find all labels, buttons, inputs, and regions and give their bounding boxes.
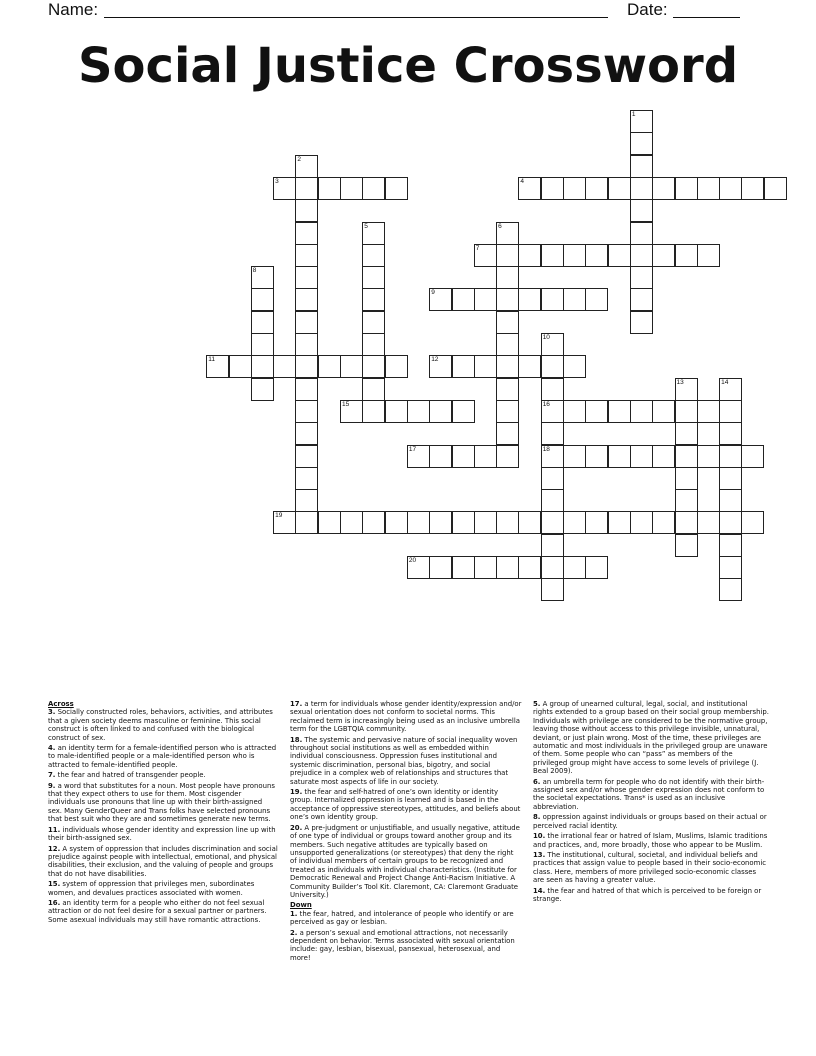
clue-item-text: the fear, hatred, and intolerance of people who identify or are perceived as gay or lesbian. <box>290 909 514 927</box>
clue-number: 10 <box>542 334 550 341</box>
clue-number: 15 <box>342 400 350 408</box>
grid-cell[interactable] <box>675 489 698 512</box>
clue-item-text: an umbrella term for people who do not identify with their birth-assigned sex and/or whose gender expression does not conform to the societal expectations. Trans* is used as an inclusive abbreviation. <box>533 777 765 811</box>
clue-item-number: 16. <box>48 898 61 907</box>
clue-section-heading: Down <box>290 901 312 910</box>
grid-cell[interactable] <box>496 266 519 289</box>
grid-cell[interactable] <box>675 534 698 557</box>
grid-cell[interactable] <box>563 556 586 579</box>
clue-item <box>48 782 278 824</box>
clue-item-text: the irrational fear or hatred of Islam, Muslims, Islamic traditions and practices, and, more broadly, those who appear to be Muslim. <box>533 832 768 849</box>
grid-cell[interactable] <box>362 378 385 401</box>
clue-item-text: A system of oppression that includes discrimination and social prejudice against people with intellectual, emotional, and physical disabilities, their exclusion, and the valuing of people and groups that do not have disabilities. <box>48 844 278 878</box>
grid-cell[interactable] <box>496 378 519 401</box>
grid-cell[interactable] <box>318 511 341 534</box>
grid-cell[interactable] <box>318 355 341 378</box>
grid-cell[interactable] <box>518 556 541 579</box>
clues-column-2 <box>290 700 522 964</box>
clue-item <box>290 824 522 900</box>
grid-cell[interactable] <box>518 288 541 311</box>
grid-cell[interactable] <box>295 511 318 534</box>
grid-cell[interactable] <box>697 445 720 468</box>
grid-cell[interactable] <box>608 445 631 468</box>
clue-item <box>533 813 769 830</box>
grid-cell[interactable] <box>719 422 742 445</box>
grid-cell[interactable] <box>652 244 675 267</box>
clue-item-number: 10. <box>533 832 546 841</box>
clue-number: 7 <box>475 244 480 252</box>
grid-cell[interactable] <box>563 355 586 378</box>
clue-item <box>533 700 769 776</box>
grid-cell[interactable] <box>251 355 274 378</box>
clue-item-number: 12. <box>48 844 61 853</box>
grid-cell[interactable] <box>630 400 653 423</box>
grid-cell[interactable] <box>541 467 564 490</box>
grid-cell[interactable] <box>295 489 318 512</box>
clue-item-text: Socially constructed roles, behaviors, activities, and attributes that a given society deems masculine or feminine. This social construct is often linked to and confused with the biological construct of sex. <box>48 708 273 742</box>
grid-cell[interactable] <box>608 511 631 534</box>
grid-cell[interactable] <box>452 400 475 423</box>
grid-cell[interactable] <box>630 244 653 267</box>
grid-cell[interactable] <box>496 511 519 534</box>
clue-item-number: 6. <box>533 777 541 786</box>
grid-cell[interactable] <box>541 422 564 445</box>
grid-cell[interactable] <box>541 489 564 512</box>
grid-cell[interactable] <box>295 177 318 200</box>
grid-cell[interactable] <box>741 177 764 200</box>
grid-cell[interactable] <box>295 355 318 378</box>
clue-number: 18 <box>542 445 550 453</box>
clue-item-text: an identity term for a female-identified person who is attracted to male-identified people or a male-identified person who is attracted to female-identified people. <box>48 744 277 769</box>
grid-cell[interactable] <box>385 177 408 200</box>
clue-item <box>290 910 522 927</box>
grid-cell[interactable] <box>630 132 653 155</box>
clue-item-number: 1. <box>290 909 298 918</box>
clues-column-3 <box>533 700 769 905</box>
grid-cell[interactable] <box>295 422 318 445</box>
grid-cell[interactable] <box>585 511 608 534</box>
clue-item <box>290 736 522 786</box>
clue-number: 16 <box>542 400 550 408</box>
grid-cell[interactable] <box>719 578 742 601</box>
grid-cell[interactable] <box>719 556 742 579</box>
grid-cell[interactable] <box>652 511 675 534</box>
clue-item-number: 19. <box>290 788 303 797</box>
grid-cell[interactable] <box>719 511 742 534</box>
grid-cell[interactable] <box>295 311 318 334</box>
grid-cell[interactable] <box>385 400 408 423</box>
grid-cell[interactable] <box>295 467 318 490</box>
grid-cell[interactable] <box>541 511 564 534</box>
grid-cell[interactable] <box>541 244 564 267</box>
clue-item-number: 5. <box>533 700 541 708</box>
grid-cell[interactable] <box>452 445 475 468</box>
grid-cell[interactable] <box>741 445 764 468</box>
grid-cell[interactable] <box>518 511 541 534</box>
grid-cell[interactable] <box>652 400 675 423</box>
grid-cell[interactable] <box>608 244 631 267</box>
grid-cell[interactable] <box>563 177 586 200</box>
grid-cell[interactable] <box>630 445 653 468</box>
clue-number: 19 <box>275 512 283 520</box>
grid-cell[interactable] <box>585 445 608 468</box>
grid-cell[interactable] <box>295 288 318 311</box>
clue-item-text: a word that substitutes for a noun. Most people have pronouns that they expect others to use for them. Most cisgender individuals use pronouns that line up with their birth-assigned sex. Many GenderQueer and Trans folks have selected pronouns that best suit who they are and sometimes generate new terms. <box>48 781 275 824</box>
grid-cell[interactable] <box>630 222 653 245</box>
grid-cell[interactable] <box>541 578 564 601</box>
clue-item-text: individuals whose gender identity and expression line up with their birth-assigned sex. <box>48 825 276 843</box>
clue-number: 3 <box>275 177 279 185</box>
grid-cell[interactable] <box>719 400 742 423</box>
grid-cell[interactable] <box>563 244 586 267</box>
grid-cell[interactable] <box>563 288 586 311</box>
clue-item-text: A group of unearned cultural, legal, social, and institutional rights extended to a group based on their social group membership. Individuals with privilege are considered to be the normative group, leaving those without access to this privilege invisible, unnatural, deviant, or just plain wrong. Most of the time, these privileges are automatic and most individuals in the privileged group are unaware of them. Some people who can “pass” as members of the privileged group might have access to some levels of privilege (J. Beal 2009). <box>533 700 769 776</box>
grid-cell[interactable] <box>496 445 519 468</box>
clue-number: 4 <box>520 177 525 185</box>
grid-cell[interactable] <box>429 511 452 534</box>
grid-cell[interactable] <box>496 244 519 267</box>
clue-number: 17 <box>408 445 417 453</box>
grid-cell[interactable] <box>764 177 787 200</box>
clue-item-text: system of oppression that privileges men, subordinates women, and devalues practices associated with women. <box>48 880 255 897</box>
grid-cell[interactable] <box>295 400 318 423</box>
clue-number: 13 <box>676 378 684 386</box>
clue-item <box>48 845 278 879</box>
grid-cell[interactable] <box>362 311 385 334</box>
grid-cell[interactable] <box>362 355 385 378</box>
grid-cell[interactable] <box>585 400 608 423</box>
clue-item-number: 4. <box>48 744 56 753</box>
date-label: Date: <box>627 0 668 19</box>
clue-item-number: 2. <box>290 928 298 937</box>
grid-cell[interactable] <box>496 556 519 579</box>
clue-item <box>533 778 769 812</box>
grid-cell[interactable] <box>340 177 363 200</box>
grid-cell[interactable] <box>697 400 720 423</box>
grid-cell[interactable] <box>675 511 698 534</box>
grid-cell[interactable] <box>452 556 475 579</box>
grid-cell[interactable] <box>295 445 318 468</box>
clue-number: 5 <box>364 222 368 230</box>
grid-cell[interactable] <box>340 355 363 378</box>
grid-cell[interactable] <box>675 244 698 267</box>
grid-cell[interactable] <box>362 266 385 289</box>
clue-number: 1 <box>631 111 636 118</box>
grid-cell[interactable] <box>295 266 318 289</box>
clue-item <box>533 832 769 849</box>
clue-item-text: an identity term for a people who either do not feel sexual attraction or do not feel desire for a sexual partner or partners. Some asexual individuals may still have romantic attractions. <box>48 898 267 924</box>
grid-cell[interactable] <box>474 511 497 534</box>
grid-cell[interactable] <box>385 355 408 378</box>
grid-cell[interactable] <box>474 355 497 378</box>
clue-item <box>533 851 769 885</box>
grid-cell[interactable] <box>229 355 252 378</box>
clue-item-number: 20. <box>290 823 303 832</box>
clue-item-text: the fear and hatred of that which is perceived to be foreign or strange. <box>533 886 762 903</box>
grid-cell[interactable] <box>452 355 475 378</box>
grid-cell[interactable] <box>630 177 653 200</box>
grid-cell[interactable] <box>295 199 318 222</box>
clue-item-number: 9. <box>48 781 56 790</box>
grid-cell[interactable] <box>251 333 274 356</box>
clue-item <box>48 880 278 897</box>
clue-item <box>48 771 278 779</box>
grid-cell[interactable] <box>675 400 698 423</box>
clue-section-heading: Across <box>48 700 74 708</box>
clue-item <box>48 708 278 742</box>
grid-cell[interactable] <box>295 222 318 245</box>
grid-cell[interactable] <box>295 244 318 267</box>
grid-cell[interactable] <box>295 333 318 356</box>
grid-cell[interactable] <box>585 177 608 200</box>
grid-cell[interactable] <box>585 556 608 579</box>
clue-item <box>290 788 522 822</box>
grid-cell[interactable] <box>474 556 497 579</box>
grid-cell[interactable] <box>362 400 385 423</box>
clue-item-number: 18. <box>290 735 303 744</box>
clue-item-text: a term for individuals whose gender identity/expression and/or sexual orientation does not conform to societal norms. This reclaimed term is increasingly being used as an inclusive umbrella term for the LGBTQIA community. <box>290 700 522 734</box>
grid-cell[interactable] <box>362 288 385 311</box>
grid-cell[interactable] <box>362 177 385 200</box>
clue-item-text: oppression against individuals or groups based on their actual or perceived racial identity. <box>533 813 767 830</box>
grid-cell[interactable] <box>318 177 341 200</box>
grid-cell[interactable] <box>295 378 318 401</box>
grid-cell[interactable] <box>407 400 430 423</box>
grid-cell[interactable] <box>563 511 586 534</box>
grid-cell[interactable] <box>518 355 541 378</box>
clue-item-number: 15. <box>48 880 61 889</box>
grid-cell[interactable] <box>630 155 653 178</box>
clue-item-number: 17. <box>290 700 303 708</box>
clue-item-number: 7. <box>48 771 56 780</box>
grid-cell[interactable] <box>541 177 564 200</box>
clue-number: 8 <box>252 267 257 275</box>
grid-cell[interactable] <box>719 534 742 557</box>
grid-cell[interactable] <box>541 378 564 401</box>
page-title: Social Justice Crossword <box>77 38 739 94</box>
clue-item <box>48 826 278 843</box>
clue-item-text: The institutional, cultural, societal, and individual beliefs and practices that assign value to people based in their socio-economic class. Here, members of more privileged socio-economic classes are seen as having a greater value. <box>533 850 767 885</box>
clue-item-number: 14. <box>533 886 546 895</box>
grid-cell[interactable] <box>496 311 519 334</box>
grid-cell[interactable] <box>251 288 274 311</box>
grid-cell[interactable] <box>541 355 564 378</box>
grid-cell[interactable] <box>385 511 408 534</box>
grid-cell[interactable] <box>719 445 742 468</box>
grid-cell[interactable] <box>407 511 430 534</box>
grid-cell[interactable] <box>452 511 475 534</box>
grid-cell[interactable] <box>340 511 363 534</box>
grid-cell[interactable] <box>496 333 519 356</box>
grid-cell[interactable] <box>630 266 653 289</box>
grid-cell[interactable] <box>496 355 519 378</box>
clue-number: 6 <box>498 222 502 230</box>
clue-item-text: the fear and hatred of transgender people. <box>57 771 206 780</box>
grid-cell[interactable] <box>563 400 586 423</box>
grid-cell[interactable] <box>741 511 764 534</box>
clue-number: 11 <box>208 356 215 364</box>
grid-cell[interactable] <box>429 556 452 579</box>
clue-item <box>290 929 522 963</box>
grid-cell[interactable] <box>652 445 675 468</box>
grid-cell[interactable] <box>518 244 541 267</box>
grid-cell[interactable] <box>675 445 698 468</box>
grid-cell[interactable] <box>429 445 452 468</box>
grid-cell[interactable] <box>541 556 564 579</box>
grid-cell[interactable] <box>362 511 385 534</box>
clue-item-text: A pre-judgment or unjustifiable, and usually negative, attitude of one type of individual or groups toward another group and its members. Such negative attitudes are typically based on unsupported generalizations (or stereotypes) that deny the right of individual members of certain groups to be recognized and treated as individuals with individual characteristics. (Institute for Democratic Renewal and Project Change Anti-Racism Initiative. A Community Builder’s Tool Kit. Claremont, CA: Claremont Graduate University.) <box>290 823 520 899</box>
grid-cell[interactable] <box>630 511 653 534</box>
grid-cell[interactable] <box>719 177 742 200</box>
grid-cell[interactable] <box>675 422 698 445</box>
grid-cell[interactable] <box>697 244 720 267</box>
grid-cell[interactable] <box>675 467 698 490</box>
grid-cell[interactable] <box>362 333 385 356</box>
clue-item-number: 8. <box>533 813 541 822</box>
grid-cell[interactable] <box>675 177 698 200</box>
grid-cell[interactable] <box>362 244 385 267</box>
grid-cell[interactable] <box>630 311 653 334</box>
clue-item <box>290 700 522 734</box>
clue-item-number: 13. <box>533 850 546 859</box>
clue-number: 12 <box>431 356 439 364</box>
grid-cell[interactable] <box>273 355 296 378</box>
grid-cell[interactable] <box>496 422 519 445</box>
grid-cell[interactable] <box>630 288 653 311</box>
clue-item-text: a person’s sexual and emotional attractions, not necessarily dependent on behavior. Terms associated with sexual orientation include: gay, lesbian, bisexual, pansexual, heterosexual, and more! <box>290 928 515 962</box>
grid-cell[interactable] <box>608 177 631 200</box>
grid-cell[interactable] <box>719 467 742 490</box>
clue-item <box>533 887 769 904</box>
name-label: Name: <box>48 0 99 19</box>
grid-cell[interactable] <box>563 445 586 468</box>
clues-column-1 <box>48 700 278 926</box>
clue-item-text: the fear and self-hatred of one’s own identity or identity group. Internalized oppression is learned and is based in the acceptance of oppressive stereotypes, attitudes, and beliefs about one’s own identity group. <box>290 788 521 822</box>
grid-cell[interactable] <box>251 311 274 334</box>
grid-cell[interactable] <box>719 489 742 512</box>
clue-item-number: 3. <box>48 708 56 717</box>
clue-number: 9 <box>431 289 435 297</box>
grid-cell[interactable] <box>541 288 564 311</box>
grid-cell[interactable] <box>630 199 653 222</box>
grid-cell[interactable] <box>496 400 519 423</box>
grid-cell[interactable] <box>251 378 274 401</box>
clue-item-text: The systemic and pervasive nature of social inequality woven throughout social institutions as well as embedded within individual consciousness. Oppression fuses institutional and systemic discrimination, personal bias, bigotry, and social prejudice in a complex web of relationships and structures that saturate most aspects of life in our society. <box>290 735 518 786</box>
clue-number: 20 <box>408 557 417 564</box>
clue-item-number: 11. <box>48 825 61 834</box>
clue-item <box>48 744 278 769</box>
clue-number: 2 <box>297 155 302 163</box>
grid-cell[interactable] <box>452 288 475 311</box>
grid-cell[interactable] <box>541 534 564 557</box>
grid-cell[interactable] <box>585 288 608 311</box>
grid-cell[interactable] <box>585 244 608 267</box>
grid-cell[interactable] <box>474 445 497 468</box>
grid-cell[interactable] <box>697 511 720 534</box>
grid-cell[interactable] <box>474 288 497 311</box>
clue-item <box>48 899 278 924</box>
clue-number: 14 <box>721 378 729 386</box>
grid-cell[interactable] <box>496 288 519 311</box>
grid-cell[interactable] <box>652 177 675 200</box>
grid-cell[interactable] <box>429 400 452 423</box>
grid-cell[interactable] <box>608 400 631 423</box>
grid-cell[interactable] <box>697 177 720 200</box>
